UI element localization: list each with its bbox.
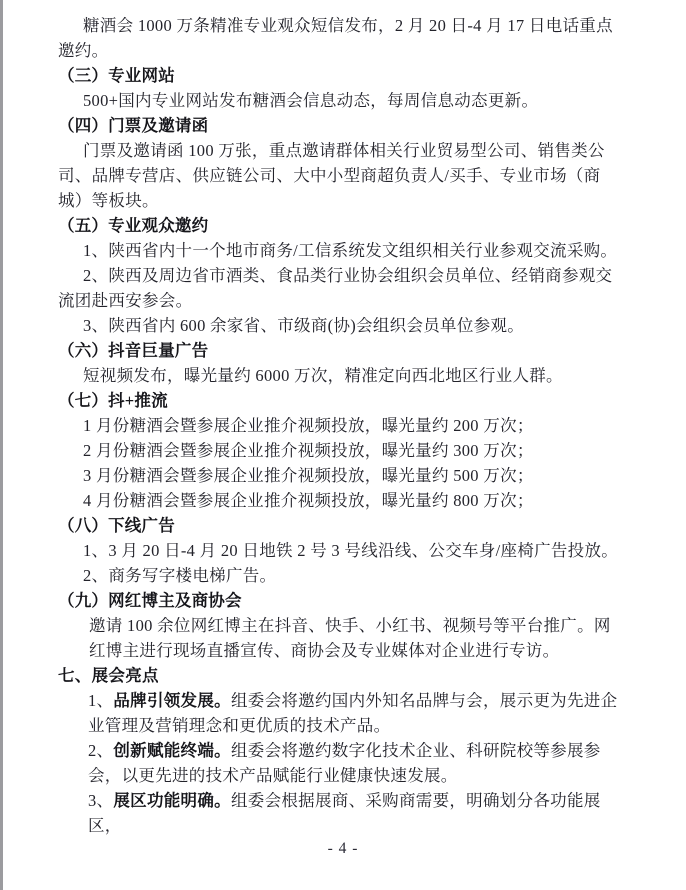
section-heading: （四）门票及邀请函: [58, 116, 209, 135]
paragraph: 邀请 100 余位网红博主在抖音、快手、小红书、视频号等平台推广。网红博主进行现场直播宣传、商协会及专业媒体对企业进行专访。: [89, 616, 611, 660]
paragraph: 4 月份糖酒会暨参展企业推介视频投放，曝光量约 800 万次；: [83, 491, 534, 510]
section-heading: （八）下线广告: [58, 516, 175, 535]
paragraph: 1、陕西省内十一个地市商务/工信系统发文组织相关行业参观交流采购。: [83, 241, 618, 260]
item-lead-bold: 展区功能明确。: [113, 791, 231, 810]
page-number: - 4 -: [327, 840, 359, 857]
item-number: 2、: [88, 741, 114, 760]
paragraph: 3、陕西省内 600 余家省、市级商(协)会组织会员单位参观。: [83, 316, 525, 335]
section-heading: （五）专业观众邀约: [58, 216, 209, 235]
list-item: [58, 738, 624, 788]
item-text: 组委会将邀约数字化技术企业、科研院校等参展参会，以更先进的技术产品赋能行业健康快速发展。: [88, 741, 601, 785]
item-text: 组委会将邀约国内外知名品牌与会，展示更为先进企业管理及营销理念和更优质的技术产品。: [88, 691, 618, 735]
paragraph: 2 月份糖酒会暨参展企业推介视频投放，曝光量约 300 万次；: [83, 441, 534, 460]
paragraph: 1、3 月 20 日-4 月 20 日地铁 2 号 3 号线沿线、公交车身/座椅广告投放。: [83, 541, 619, 560]
list-item: [58, 788, 624, 838]
item-number: 1、: [88, 691, 114, 710]
section-heading: （六）抖音巨量广告: [58, 341, 209, 360]
paragraph: 糖酒会 1000 万条精准专业观众短信发布，2 月 20 日-4 月 17 日电话重点邀约。: [58, 16, 613, 60]
chapter-title: 七、展会亮点: [58, 666, 159, 685]
item-text: 组委会根据展商、采购商需要，明确划分各功能展区，: [88, 791, 601, 835]
document-body: [58, 13, 624, 838]
paragraph: 500+国内专业网站发布糖酒会信息动态，每周信息动态更新。: [83, 91, 539, 110]
section-heading: （三）专业网站: [58, 66, 175, 85]
list-item: [58, 688, 624, 738]
paragraph: 1 月份糖酒会暨参展企业推介视频投放，曝光量约 200 万次；: [83, 416, 534, 435]
item-number: 3、: [88, 791, 114, 810]
paragraph: 3 月份糖酒会暨参展企业推介视频投放，曝光量约 500 万次；: [83, 466, 534, 485]
page-edge-shadow: [0, 0, 3, 890]
paragraph: 门票及邀请函 100 万张，重点邀请群体相关行业贸易型公司、销售类公司、品牌专营店、供应链公司、大中小型商超负责人/买手、专业市场（商城）等板块。: [58, 141, 605, 210]
section-heading: （七）抖+推流: [58, 391, 168, 410]
paragraph: 短视频发布，曝光量约 6000 万次，精准定向西北地区行业人群。: [83, 366, 563, 385]
item-lead-bold: 品牌引领发展。: [113, 691, 231, 710]
paragraph: 2、商务写字楼电梯广告。: [83, 566, 277, 585]
section-heading: （九）网红博主及商协会: [58, 591, 242, 610]
paragraph: 2、陕西及周边省市酒类、食品类行业协会组织会员单位、经销商参观交流团赴西安参会。: [58, 266, 613, 310]
item-lead-bold: 创新赋能终端。: [113, 741, 231, 760]
